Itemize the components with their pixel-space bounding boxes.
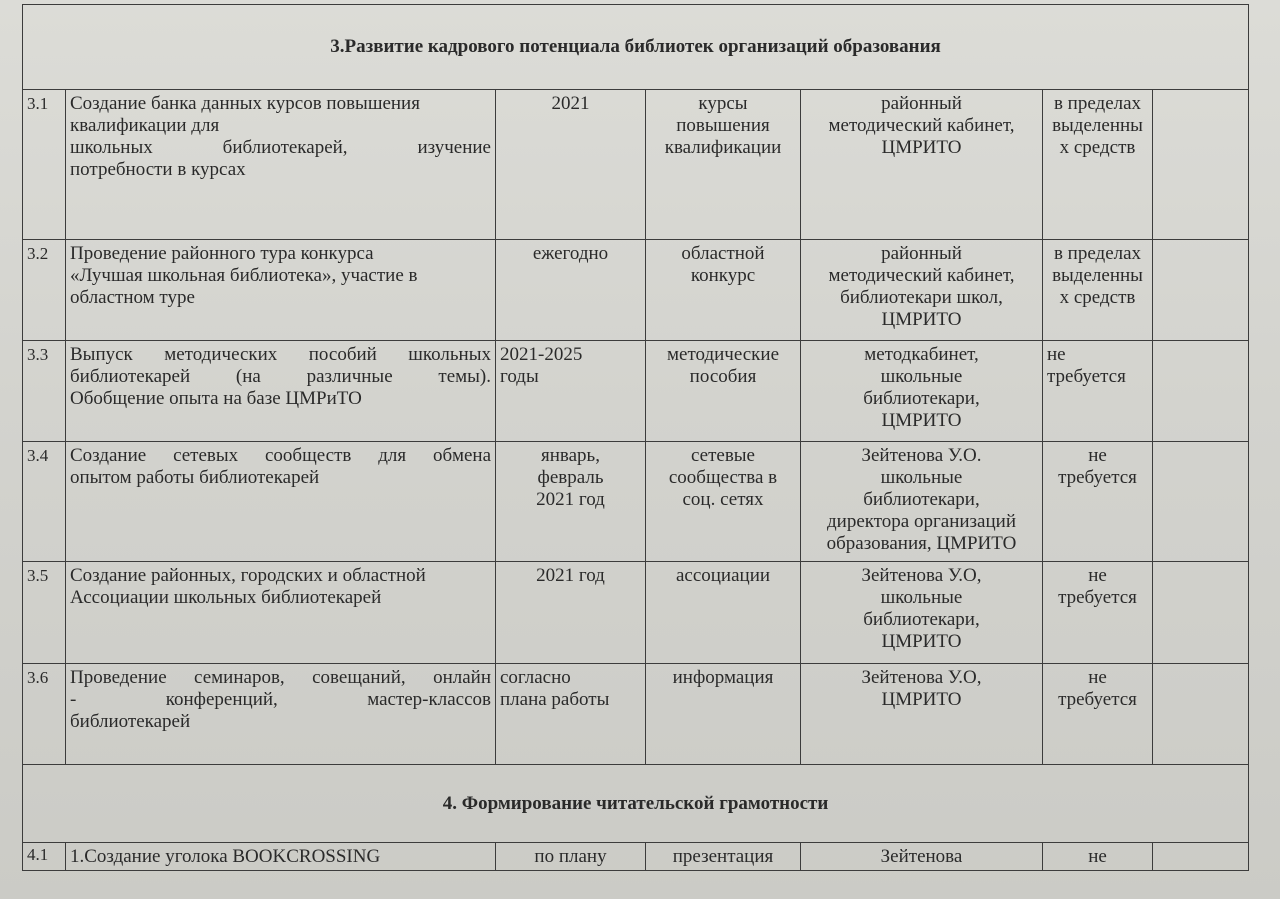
funding-cell: не требуется [1043,341,1153,442]
term-cell: по плану [496,843,646,871]
funding-cell: в пределах выделенны х средств [1043,90,1153,240]
responsible-cell: Зейтенова У.О, ЦМРИТО [801,664,1043,765]
term-cell: ежегодно [496,240,646,341]
section-title: 4. Формирование читательской грамотности [23,765,1249,843]
event-cell: Создание районных, городских и областной Ассоциации школьных библиотекарей [66,562,496,664]
table-row [23,341,1249,442]
form-cell: презентация [646,843,801,871]
empty-cell [1153,442,1249,562]
responsible-cell: Зейтенова У.О. школьные библиотекари, директора организаций образования, ЦМРИТО [801,442,1043,562]
empty-cell [1153,341,1249,442]
event-cell: Выпуск методических пособий школьных библиотекарей (на различные темы). Обобщение опыта на базе ЦМРиТО [66,341,496,442]
event-cell: 1.Создание уголока BOOKCROSSING [66,843,496,871]
table-row [23,442,1249,562]
term-cell: 2021 год [496,562,646,664]
row-number: 3.5 [23,562,66,664]
row-number: 3.1 [23,90,66,240]
term-cell: январь, февраль 2021 год [496,442,646,562]
form-cell: курсы повышения квалификации [646,90,801,240]
table-row [23,664,1249,765]
empty-cell [1153,90,1249,240]
plan-table [22,4,1249,871]
row-number: 3.2 [23,240,66,341]
table-row [23,562,1249,664]
responsible-cell: районный методический кабинет, библиотекари школ, ЦМРИТО [801,240,1043,341]
row-number: 4.1 [23,843,66,871]
row-number: 3.3 [23,341,66,442]
term-cell: 2021-2025 годы [496,341,646,442]
row-number: 3.6 [23,664,66,765]
event-cell: Проведение районного тура конкурса «Лучшая школьная библиотека», участие в областном туре [66,240,496,341]
section-title: 3.Развитие кадрового потенциала библиотек организаций образования [23,5,1249,90]
term-cell: 2021 [496,90,646,240]
empty-cell [1153,664,1249,765]
funding-cell: не требуется [1043,664,1153,765]
table-row [23,240,1249,341]
funding-cell: не требуется [1043,562,1153,664]
section-heading-row [23,5,1249,90]
form-cell: ассоциации [646,562,801,664]
event-cell: Создание сетевых сообществ для обмена опытом работы библиотекарей [66,442,496,562]
form-cell: областной конкурс [646,240,801,341]
funding-cell: не [1043,843,1153,871]
empty-cell [1153,843,1249,871]
event-cell: Создание банка данных курсов повышения квалификации для школьных библиотекарей, изучение потребности в курсах [66,90,496,240]
form-cell: сетевые сообщества в соц. сетях [646,442,801,562]
responsible-cell: Зейтенова [801,843,1043,871]
empty-cell [1153,562,1249,664]
table-row [23,90,1249,240]
empty-cell [1153,240,1249,341]
funding-cell: в пределах выделенны х средств [1043,240,1153,341]
responsible-cell: районный методический кабинет, ЦМРИТО [801,90,1043,240]
event-cell: Проведение семинаров, совещаний, онлайн - конференций, мастер-классов библиотекарей [66,664,496,765]
term-cell: согласно плана работы [496,664,646,765]
table-row [23,843,1249,871]
form-cell: методические пособия [646,341,801,442]
responsible-cell: методкабинет, школьные библиотекари, ЦМРИТО [801,341,1043,442]
responsible-cell: Зейтенова У.О, школьные библиотекари, ЦМРИТО [801,562,1043,664]
funding-cell: не требуется [1043,442,1153,562]
section-heading-row [23,765,1249,843]
row-number: 3.4 [23,442,66,562]
form-cell: информация [646,664,801,765]
